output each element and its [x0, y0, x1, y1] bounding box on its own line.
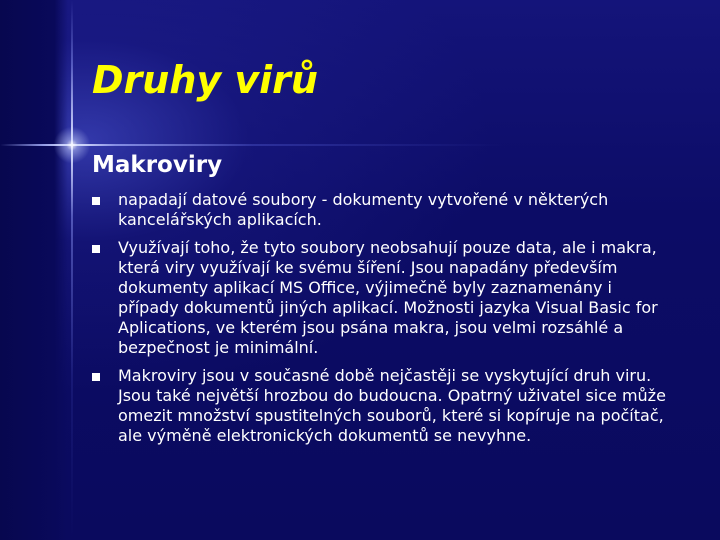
left-decorative-band	[0, 0, 68, 540]
horizontal-light-flare	[0, 144, 720, 146]
square-bullet-icon	[92, 197, 100, 205]
square-bullet-icon	[92, 245, 100, 253]
light-flare-glow	[52, 125, 92, 165]
bullet-text: Makroviry jsou v současné době nejčastěji se vyskytující druh viru. Jsou také největší hrozbou do budoucna. Opatrný uživatel sice může omezit množství spustitelných souborů, které si kopíruje na počítač, ale výměně elektronických dokumentů se nevyhne.	[118, 366, 666, 445]
bullet-item	[92, 190, 672, 230]
bullet-text: Využívají toho, že tyto soubory neobsahují pouze data, ale i makra, která viry využívají ke svému šíření. Jsou napadány především dokumenty aplikací MS Office, výjimečně byly zaznamenány i případy dokumentů jiných aplikací. Možnosti jazyka Visual Basic for Aplications, ve kterém jsou psána makra, jsou velmi rozsáhlé a bezpečnost je minimální.	[118, 238, 658, 357]
section-heading: Makroviry	[92, 152, 223, 178]
bullet-item	[92, 238, 672, 358]
slide-title: Druhy virů	[92, 58, 318, 102]
bullet-text: napadají datové soubory - dokumenty vytvořené v některých kancelářských aplikacích.	[118, 190, 609, 229]
bullet-list	[92, 190, 672, 454]
vertical-light-flare	[71, 0, 73, 540]
bullet-item	[92, 366, 672, 446]
square-bullet-icon	[92, 373, 100, 381]
